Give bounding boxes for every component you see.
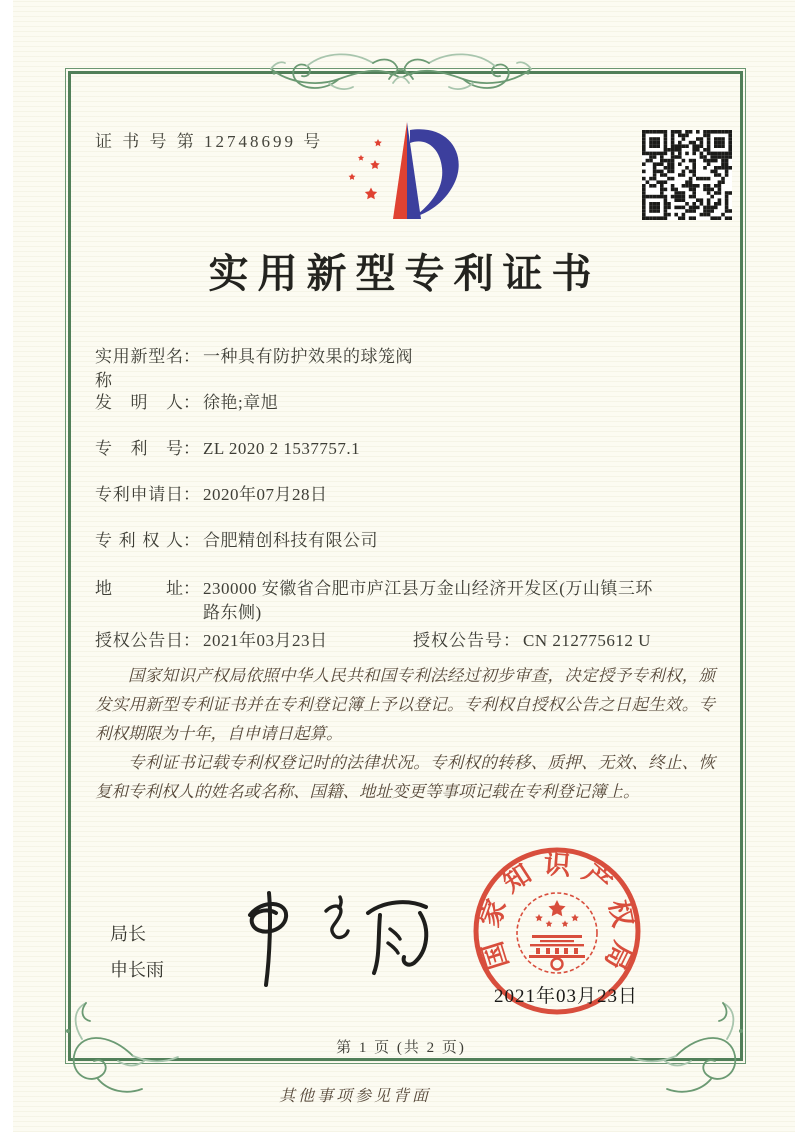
field-grant-publication-number (413, 629, 651, 653)
legal-paragraph: 国家知识产权局依照中华人民共和国专利法经过初步审查，决定授予专利权，颁发实用新型专利证书并在专利登记簿上予以登记。专利权自授权公告之日起生效。专利权期限为十年，自申请日起算。 (95, 666, 715, 743)
seal-date: 2021年03月23日 (494, 986, 639, 1007)
seal-text: 国家知识产权局 (474, 848, 641, 984)
field-label: 地址 (95, 579, 183, 598)
field-label: 发明人 (95, 393, 183, 412)
colon: ： (183, 439, 200, 458)
field-value: 230000 安徽省合肥市庐江县万金山经济开发区(万山镇三环路东侧) (203, 579, 653, 622)
svg-text:国家知识产权局 (474, 849, 640, 984)
field-label: 授权公告日 (95, 631, 183, 650)
top-flourish-ornament-icon (269, 39, 533, 97)
field-row-utility-model-name (95, 345, 740, 393)
director-signature-icon (222, 884, 452, 996)
field-row-inventor (95, 391, 740, 415)
signer-block (110, 916, 164, 988)
colon: ： (183, 631, 200, 650)
colon: ： (183, 347, 200, 366)
field-row-filing-date (95, 483, 740, 507)
field-value: ZL 2020 2 1537757.1 (203, 439, 361, 458)
legal-paragraph: 专利证书记载专利权登记时的法律状况。专利权的转移、质押、无效、终止、恢复和专利权人的姓名或名称、国籍、地址变更等事项记载在专利登记簿上。 (95, 753, 715, 801)
certificate-number: 证 书 号 第 12748699 号 (95, 132, 324, 151)
field-value: 徐艳;章旭 (203, 393, 279, 412)
field-label: 实用新型名称 (95, 347, 183, 390)
colon: ： (183, 485, 200, 504)
field-row-address (95, 577, 740, 625)
qr-code (642, 130, 732, 220)
certificate-title: 实用新型专利证书 (208, 251, 601, 296)
legal-text (95, 661, 715, 806)
field-value: 2021年03月23日 (203, 631, 328, 650)
field-label: 专利号 (95, 439, 183, 458)
colon: ： (183, 531, 200, 550)
field-row-patentee (95, 529, 740, 553)
signer-title: 局长 (110, 924, 146, 944)
signer-name: 申长雨 (110, 960, 164, 980)
field-row-patent-number (95, 437, 740, 461)
field-value: 合肥精创科技有限公司 (203, 531, 378, 550)
colon: ： (183, 393, 200, 412)
field-row-grant-publication (95, 629, 740, 653)
national-emblem-icon (517, 893, 597, 973)
colon: ： (183, 579, 200, 598)
back-side-note: 其他事项参见背面 (278, 1088, 431, 1105)
cnipa-logo-icon (346, 116, 466, 226)
field-value: CN 212775612 U (523, 631, 651, 650)
field-label: 专利申请日 (95, 485, 183, 504)
field-value: 一种具有防护效果的球笼阀 (203, 347, 413, 366)
field-label: 授权公告号 (413, 631, 503, 650)
colon: ： (503, 631, 520, 650)
field-value: 2020年07月28日 (203, 485, 328, 504)
page-number: 第 1 页 (共 2 页) (336, 1040, 466, 1056)
field-label: 专利权人 (95, 531, 183, 550)
